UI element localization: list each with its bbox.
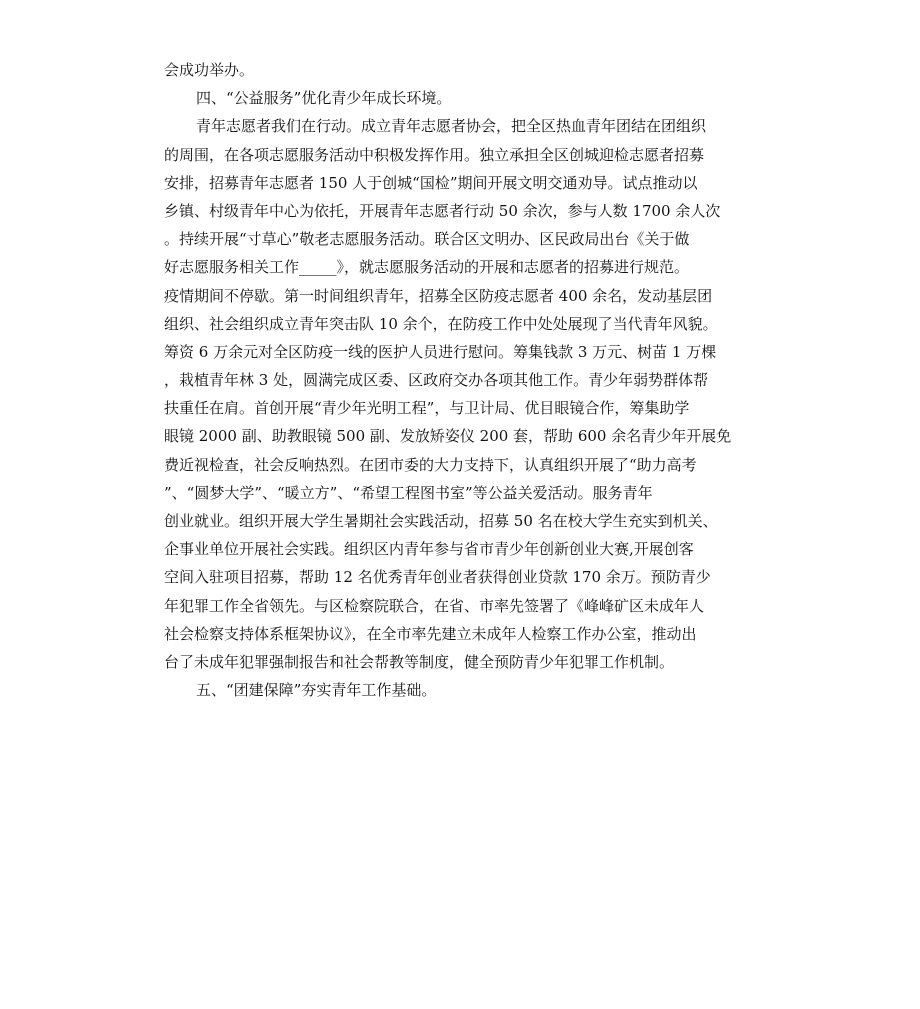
document-page (164, 56, 760, 704)
text-line-8: 好志愿服务相关工作_____》，就志愿服务活动的开展和志愿者的招募进行规范。 (164, 258, 690, 277)
text-line-15: 费近视检查，社会反响热烈。在团市委的大力支持下，认真组织开展了“助力高考 (164, 455, 697, 474)
text-line-21: 社会检察支持体系框架协议》，在全市率先建立未成年人检察工作办公室，推动出 (164, 624, 697, 643)
text-line-22: 台了未成年犯罪强制报告和社会帮教等制度，健全预防青少年犯罪工作机制。 (164, 652, 675, 671)
text-line-19: 空间入驻项目招募，帮助 12 名优秀青年创业者获得创业贷款 170 余万。预防青少 (164, 568, 711, 587)
text-line-10: 组织、社会组织成立青年突击队 10 余个，在防疫工作中处处展现了当代青年风貌。 (164, 314, 718, 333)
text-line-12: ，栽植青年林 3 处，圆满完成区委、区政府交办各项其他工作。青少年弱势群体帮 (164, 371, 709, 390)
text-line-17: 创业就业。组织开展大学生暑期社会实践活动，招募 50 名在校大学生充实到机关、 (164, 512, 718, 530)
text-line-7: 。持续开展“寸草心”敬老志愿服务活动。联合区文明办、区民政局出台《关于做 (164, 230, 690, 249)
text-line-3: 青年志愿者我们在行动。成立青年志愿者协会，把全区热血青年团结在团组织 (196, 117, 707, 136)
text-line-6: 乡镇、村级青年中心为依托，开展青年志愿者行动 50 余次，参与人数 1700 余人次 (164, 201, 721, 220)
text-line-18: 企事业单位开展社会实践。组织区内青年参与省市青少年创新创业大赛,开展创客 (164, 540, 694, 559)
text-line-20: 年犯罪工作全省领先。与区检察院联合，在省、市率先签署了《峰峰矿区未成年人 (164, 596, 705, 615)
section-heading-5: 五、“团建保障”夯实青年工作基础。 (196, 681, 437, 700)
text-line-16: ”、“圆梦大学”、“暖立方”、“希望工程图书室”等公益关爱活动。服务青年 (164, 483, 653, 502)
text-line-1: 会成功举办。 (164, 61, 255, 79)
text-line-13: 扶重任在肩。首创开展“青少年光明工程”，与卫计局、优目眼镜合作，筹集助学 (164, 399, 690, 418)
section-heading-4: 四、“公益服务”优化青少年成长环境。 (196, 89, 452, 108)
text-line-11: 筹资 6 万余元对全区防疫一线的医护人员进行慰问。筹集钱款 3 万元、树苗 1 万棵 (164, 342, 717, 361)
text-line-5: 安排，招募青年志愿者 150 人于创城“国检”期间开展文明交通劝导。试点推动以 (164, 173, 698, 192)
text-line-14: 眼镜 2000 副、助教眼镜 500 副、发放矫姿仪 200 套，帮助 600 余名青少年开展免 (164, 427, 732, 446)
text-line-9: 疫情期间不停歇。第一时间组织青年，招募全区防疫志愿者 400 余名，发动基层团 (164, 286, 713, 305)
text-line-4: 的周围，在各项志愿服务活动中积极发挥作用。独立承担全区创城迎检志愿者招募 (164, 145, 705, 164)
